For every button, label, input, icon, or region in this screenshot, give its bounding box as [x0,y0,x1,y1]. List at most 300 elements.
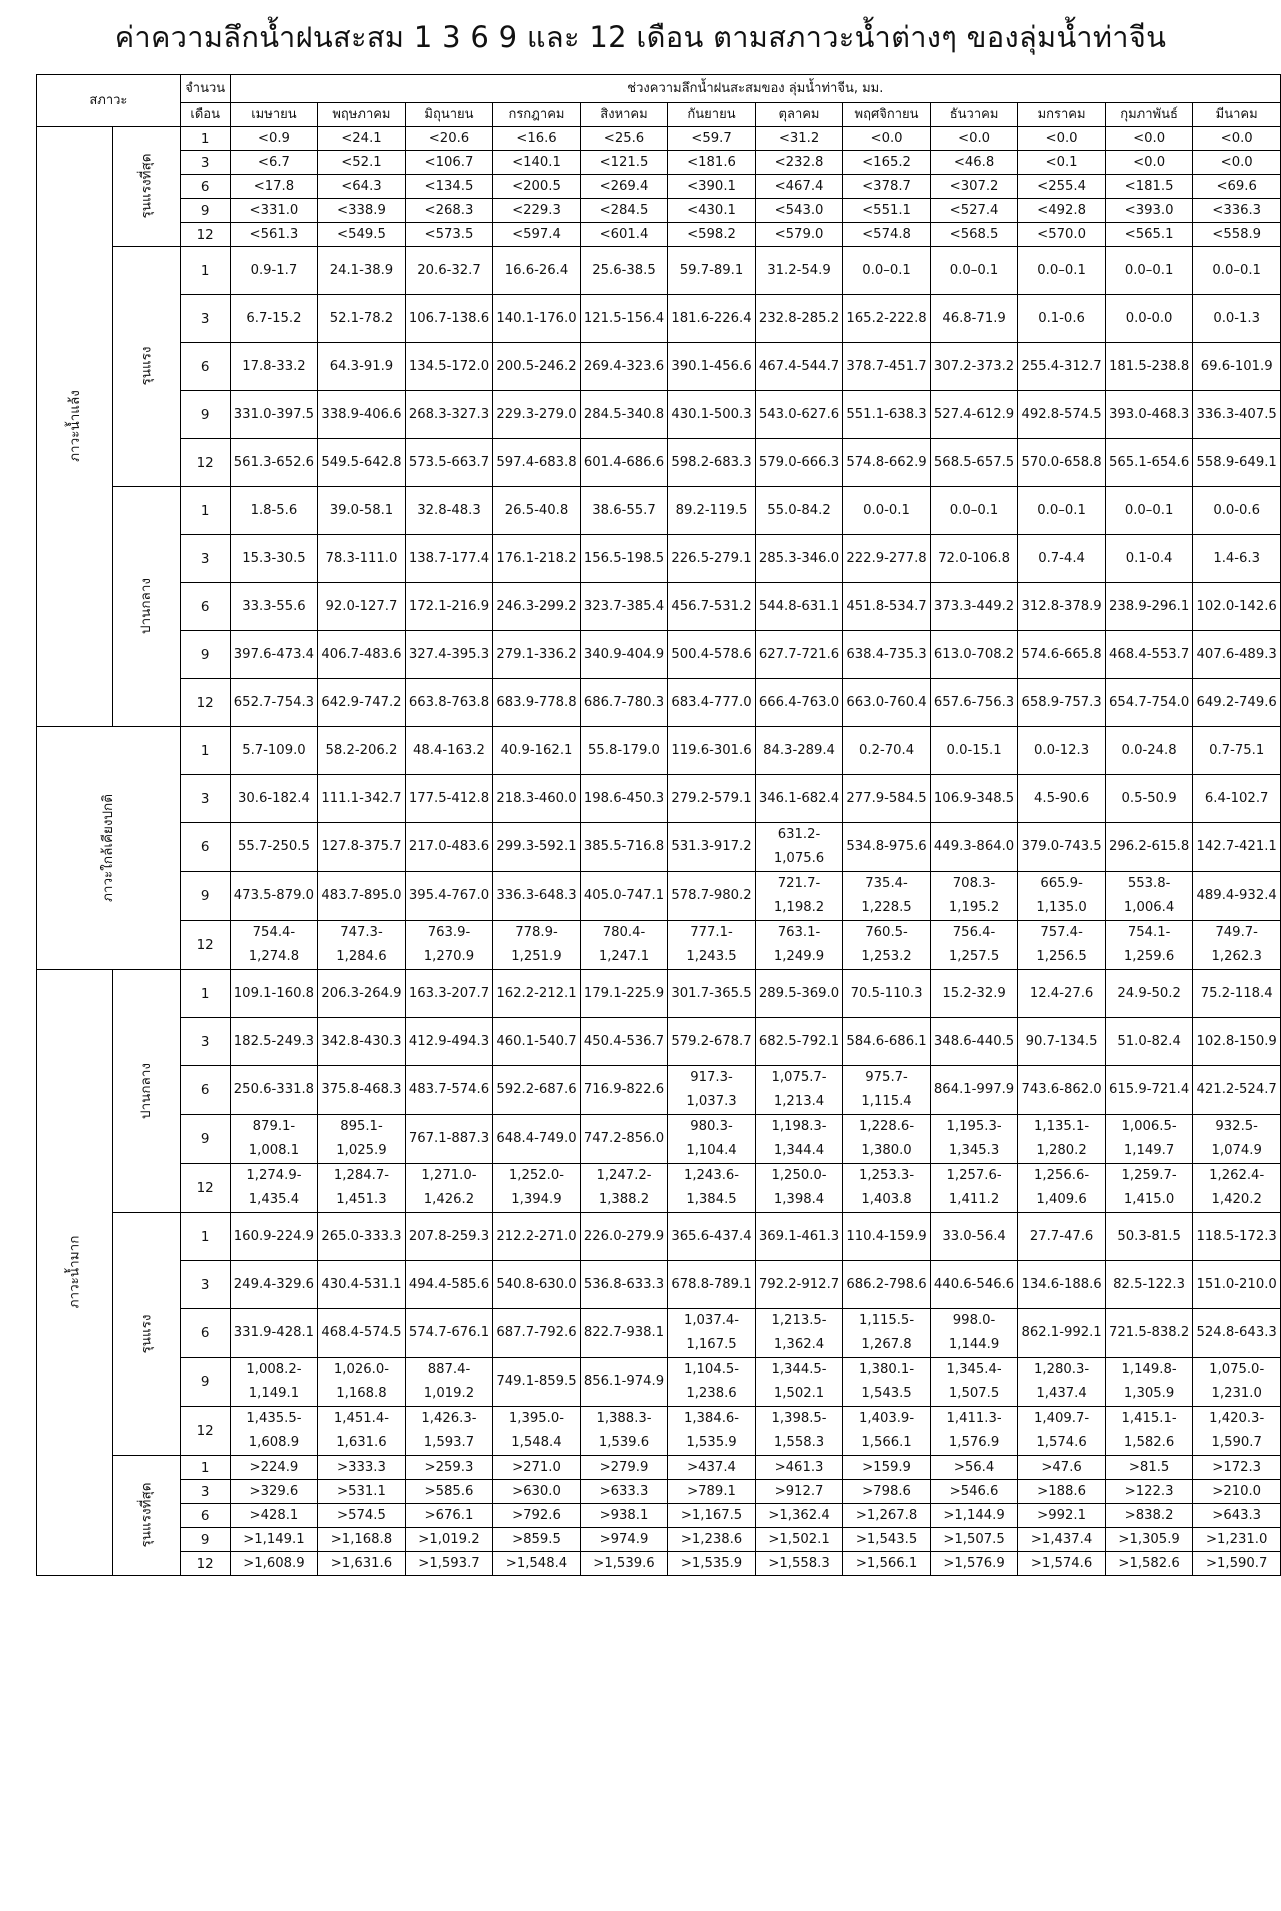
value-cell: >437.4 [668,1456,756,1480]
value-cell: 561.3-652.6 [230,439,318,487]
value-cell: 683.9-778.8 [493,679,581,727]
table-row [37,1309,1281,1358]
value-cell: 412.9-494.3 [405,1018,493,1066]
duration-cell: 3 [180,295,230,343]
value-cell: <574.8 [843,223,931,247]
value-cell: 1,135.1- 1,280.2 [1018,1115,1106,1164]
value-cell: 24.1-38.9 [318,247,406,295]
value-cell: >574.5 [318,1504,406,1528]
value-cell: 111.1-342.7 [318,775,406,823]
duration-cell: 12 [180,1407,230,1456]
duration-cell: 3 [180,535,230,583]
value-cell: 250.6-331.8 [230,1066,318,1115]
table-row [37,1480,1281,1504]
value-cell: 574.6-665.8 [1018,631,1106,679]
value-cell: 331.0-397.5 [230,391,318,439]
table-row [37,1261,1281,1309]
value-cell: 181.5-238.8 [1105,343,1193,391]
value-cell: 682.5-792.1 [755,1018,843,1066]
duration-cell: 12 [180,1164,230,1213]
value-cell: >1,019.2 [405,1528,493,1552]
value-cell: 327.4-395.3 [405,631,493,679]
value-cell: >1,437.4 [1018,1528,1106,1552]
value-cell: >585.6 [405,1480,493,1504]
value-cell: 1,451.4- 1,631.6 [318,1407,406,1456]
value-cell: 601.4-686.6 [580,439,668,487]
value-cell: >974.9 [580,1528,668,1552]
value-cell: >798.6 [843,1480,931,1504]
value-cell: 592.2-687.6 [493,1066,581,1115]
value-cell: 92.0-127.7 [318,583,406,631]
table-row [37,1066,1281,1115]
table-row [37,583,1281,631]
value-cell: 780.4- 1,247.1 [580,921,668,970]
duration-cell: 6 [180,343,230,391]
value-cell: 540.8-630.0 [493,1261,581,1309]
value-cell: 573.5-663.7 [405,439,493,487]
value-cell: >1,167.5 [668,1504,756,1528]
value-cell: 198.6-450.3 [580,775,668,823]
value-cell: 70.5-110.3 [843,970,931,1018]
value-cell: >789.1 [668,1480,756,1504]
value-cell: >1,593.7 [405,1552,493,1576]
value-cell: 69.6-101.9 [1193,343,1281,391]
value-cell: 558.9-649.1 [1193,439,1281,487]
value-cell: 1,271.0- 1,426.2 [405,1164,493,1213]
value-cell: 666.4-763.0 [755,679,843,727]
value-cell: 1,104.5- 1,238.6 [668,1358,756,1407]
value-cell: <0.0 [1105,127,1193,151]
value-cell: 58.2-206.2 [318,727,406,775]
value-cell: 864.1-997.9 [930,1066,1018,1115]
severity-text: รุนแรงที่สุด [138,153,155,219]
value-cell: 207.8-259.3 [405,1213,493,1261]
value-cell: 238.9-296.1 [1105,583,1193,631]
value-cell: 397.6-473.4 [230,631,318,679]
value-cell: 0.1-0.6 [1018,295,1106,343]
value-cell: >1,590.7 [1193,1552,1281,1576]
value-cell: <579.0 [755,223,843,247]
severity-text: ปานกลาง [138,1062,155,1119]
value-cell: >1,566.1 [843,1552,931,1576]
value-cell: 597.4-683.8 [493,439,581,487]
value-cell: 296.2-615.8 [1105,823,1193,872]
value-cell: 385.5-716.8 [580,823,668,872]
value-cell: >1,231.0 [1193,1528,1281,1552]
value-cell: 1,409.7- 1,574.6 [1018,1407,1106,1456]
value-cell: >81.5 [1105,1456,1193,1480]
value-cell: <378.7 [843,175,931,199]
value-cell: <181.6 [668,151,756,175]
value-cell: 754.4- 1,274.8 [230,921,318,970]
value-cell: 6.4-102.7 [1193,775,1281,823]
value-cell: <232.8 [755,151,843,175]
value-cell: 284.5-340.8 [580,391,668,439]
value-cell: >630.0 [493,1480,581,1504]
table-row [37,631,1281,679]
value-cell: 879.1- 1,008.1 [230,1115,318,1164]
value-cell: 683.4-777.0 [668,679,756,727]
value-cell: >461.3 [755,1456,843,1480]
duration-cell: 1 [180,127,230,151]
value-cell: 0.0-12.3 [1018,727,1106,775]
value-cell: 757.4- 1,256.5 [1018,921,1106,970]
value-cell: 1,415.1- 1,582.6 [1105,1407,1193,1456]
value-cell: >1,539.6 [580,1552,668,1576]
value-cell: 365.6-437.4 [668,1213,756,1261]
value-cell: 342.8-430.3 [318,1018,406,1066]
value-cell: <59.7 [668,127,756,151]
value-cell: >1,305.9 [1105,1528,1193,1552]
value-cell: 102.8-150.9 [1193,1018,1281,1066]
value-cell: 40.9-162.1 [493,727,581,775]
value-cell: 1.4-6.3 [1193,535,1281,583]
condition-text: ภาวะน้ำมาก [66,1235,83,1309]
value-cell: 134.6-188.6 [1018,1261,1106,1309]
value-cell: <565.1 [1105,223,1193,247]
value-cell: 0.0-0.1 [843,487,931,535]
value-cell: 32.8-48.3 [405,487,493,535]
value-cell: >676.1 [405,1504,493,1528]
table-row [37,127,1281,151]
value-cell: <0.0 [843,127,931,151]
value-cell: 59.7-89.1 [668,247,756,295]
duration-header-top: จำนวน [180,75,230,103]
value-cell: 613.0-708.2 [930,631,1018,679]
value-cell: <16.6 [493,127,581,151]
value-cell: 0.0–0.1 [1018,247,1106,295]
month-header: กรกฎาคม [493,103,581,127]
value-cell: >531.1 [318,1480,406,1504]
value-cell: 340.9-404.9 [580,631,668,679]
duration-cell: 12 [180,1552,230,1576]
value-cell: 565.1-654.6 [1105,439,1193,487]
value-cell: 584.6-686.1 [843,1018,931,1066]
value-cell: 663.0-760.4 [843,679,931,727]
value-cell: <69.6 [1193,175,1281,199]
value-cell: 1,115.5- 1,267.8 [843,1309,931,1358]
severity-label [112,127,180,247]
value-cell: <121.5 [580,151,668,175]
table-row [37,1115,1281,1164]
value-cell: <0.0 [1193,127,1281,151]
value-cell: 269.4-323.6 [580,343,668,391]
value-cell: 27.7-47.6 [1018,1213,1106,1261]
table-row [37,439,1281,487]
value-cell: <31.2 [755,127,843,151]
value-cell: <393.0 [1105,199,1193,223]
month-header: ตุลาคม [755,103,843,127]
value-cell: 0.0-1.3 [1193,295,1281,343]
value-cell: 48.4-163.2 [405,727,493,775]
value-cell: >643.3 [1193,1504,1281,1528]
duration-cell: 6 [180,823,230,872]
value-cell: 118.5-172.3 [1193,1213,1281,1261]
table-row [37,921,1281,970]
value-cell: 31.2-54.9 [755,247,843,295]
value-cell: 106.7-138.6 [405,295,493,343]
value-cell: 181.6-226.4 [668,295,756,343]
table-row [37,872,1281,921]
value-cell: 229.3-279.0 [493,391,581,439]
duration-cell: 9 [180,1115,230,1164]
table-row [37,1552,1281,1576]
value-cell: 536.8-633.3 [580,1261,668,1309]
value-cell: >56.4 [930,1456,1018,1480]
value-cell: 16.6-26.4 [493,247,581,295]
value-cell: >546.6 [930,1480,1018,1504]
value-cell: <527.4 [930,199,1018,223]
value-cell: 331.9-428.1 [230,1309,318,1358]
value-cell: 574.8-662.9 [843,439,931,487]
value-cell: 51.0-82.4 [1105,1018,1193,1066]
value-cell: 449.3-864.0 [930,823,1018,872]
value-cell: 177.5-412.8 [405,775,493,823]
value-cell: 206.3-264.9 [318,970,406,1018]
value-cell: 747.3- 1,284.6 [318,921,406,970]
value-cell: 1,213.5- 1,362.4 [755,1309,843,1358]
value-cell: >1,144.9 [930,1504,1018,1528]
value-cell: <549.5 [318,223,406,247]
value-cell: 615.9-721.4 [1105,1066,1193,1115]
value-cell: 90.7-134.5 [1018,1018,1106,1066]
month-header: ธันวาคม [930,103,1018,127]
value-cell: 483.7-895.0 [318,872,406,921]
value-cell: >159.9 [843,1456,931,1480]
value-cell: <543.0 [755,199,843,223]
value-cell: 348.6-440.5 [930,1018,1018,1066]
value-cell: 299.3-592.1 [493,823,581,872]
value-cell: <64.3 [318,175,406,199]
value-cell: 862.1-992.1 [1018,1309,1106,1358]
value-cell: 323.7-385.4 [580,583,668,631]
value-cell: <165.2 [843,151,931,175]
value-cell: 212.2-271.0 [493,1213,581,1261]
value-cell: 721.5-838.2 [1105,1309,1193,1358]
value-cell: 980.3- 1,104.4 [668,1115,756,1164]
value-cell: 55.0-84.2 [755,487,843,535]
value-cell: 39.0-58.1 [318,487,406,535]
severity-text: รุนแรงที่สุด [138,1482,155,1548]
value-cell: <568.5 [930,223,1018,247]
duration-cell: 1 [180,727,230,775]
month-header: กุมภาพันธ์ [1105,103,1193,127]
table-row [37,775,1281,823]
value-cell: 743.6-862.0 [1018,1066,1106,1115]
table-row [37,295,1281,343]
value-cell: 307.2-373.2 [930,343,1018,391]
duration-cell: 1 [180,1456,230,1480]
value-cell: 0.1-0.4 [1105,535,1193,583]
value-cell: 121.5-156.4 [580,295,668,343]
value-cell: >1,362.4 [755,1504,843,1528]
value-cell: 0.9-1.7 [230,247,318,295]
value-cell: <598.2 [668,223,756,247]
value-cell: 200.5-246.2 [493,343,581,391]
value-cell: 346.1-682.4 [755,775,843,823]
table-body [37,127,1281,1576]
value-cell: 218.3-460.0 [493,775,581,823]
value-cell: 0.2-70.4 [843,727,931,775]
value-cell: 686.2-798.6 [843,1261,931,1309]
value-cell: 140.1-176.0 [493,295,581,343]
value-cell: 763.9- 1,270.9 [405,921,493,970]
value-cell: 1,075.0- 1,231.0 [1193,1358,1281,1407]
condition-label [37,727,181,970]
value-cell: 1,435.5- 1,608.9 [230,1407,318,1456]
value-cell: 1,403.9- 1,566.1 [843,1407,931,1456]
value-cell: 456.7-531.2 [668,583,756,631]
value-cell: 109.1-160.8 [230,970,318,1018]
value-cell: 265.0-333.3 [318,1213,406,1261]
month-header: มกราคม [1018,103,1106,127]
value-cell: 657.6-756.3 [930,679,1018,727]
duration-cell: 9 [180,1358,230,1407]
rainfall-table [36,74,1281,1576]
value-cell: 1.8-5.6 [230,487,318,535]
value-cell: 778.9- 1,251.9 [493,921,581,970]
value-cell: 1,257.6- 1,411.2 [930,1164,1018,1213]
value-cell: 767.1-887.3 [405,1115,493,1164]
value-cell: 708.3- 1,195.2 [930,872,1018,921]
table-row [37,343,1281,391]
value-cell: <331.0 [230,199,318,223]
value-cell: 430.1-500.3 [668,391,756,439]
value-cell: 182.5-249.3 [230,1018,318,1066]
value-cell: <269.4 [580,175,668,199]
value-cell: 1,195.3- 1,345.3 [930,1115,1018,1164]
value-cell: 1,252.0- 1,394.9 [493,1164,581,1213]
value-cell: <561.3 [230,223,318,247]
value-cell: 1,250.0- 1,398.4 [755,1164,843,1213]
value-cell: 1,037.4- 1,167.5 [668,1309,756,1358]
value-cell: 998.0- 1,144.9 [930,1309,1018,1358]
value-cell: 1,420.3- 1,590.7 [1193,1407,1281,1456]
value-cell: 15.2-32.9 [930,970,1018,1018]
duration-cell: 3 [180,1261,230,1309]
value-cell: 378.7-451.7 [843,343,931,391]
value-cell: >1,149.1 [230,1528,318,1552]
severity-text: รุนแรง [138,346,155,386]
month-header: เมษายน [230,103,318,127]
value-cell: 649.2-749.6 [1193,679,1281,727]
value-cell: >428.1 [230,1504,318,1528]
table-row [37,535,1281,583]
value-cell: >224.9 [230,1456,318,1480]
value-cell: >1,238.6 [668,1528,756,1552]
value-cell: 665.9- 1,135.0 [1018,872,1106,921]
value-cell: <140.1 [493,151,581,175]
value-cell: >792.6 [493,1504,581,1528]
value-cell: <492.8 [1018,199,1106,223]
table-row [37,1018,1281,1066]
value-cell: <20.6 [405,127,493,151]
value-cell: 654.7-754.0 [1105,679,1193,727]
value-cell: 142.7-421.1 [1193,823,1281,872]
value-cell: 106.9-348.5 [930,775,1018,823]
value-cell: 856.1-974.9 [580,1358,668,1407]
month-header: พฤษภาคม [318,103,406,127]
value-cell: 735.4- 1,228.5 [843,872,931,921]
value-cell: >859.5 [493,1528,581,1552]
value-cell: 450.4-536.7 [580,1018,668,1066]
duration-cell: 12 [180,679,230,727]
value-cell: 721.7- 1,198.2 [755,872,843,921]
value-cell: 24.9-50.2 [1105,970,1193,1018]
table-row [37,1164,1281,1213]
value-cell: 1,256.6- 1,409.6 [1018,1164,1106,1213]
value-cell: 500.4-578.6 [668,631,756,679]
value-cell: 1,426.3- 1,593.7 [405,1407,493,1456]
value-cell: 226.5-279.1 [668,535,756,583]
value-cell: 0.0–0.1 [930,487,1018,535]
value-cell: 777.1- 1,243.5 [668,921,756,970]
table-row [37,1407,1281,1456]
value-cell: 1,380.1- 1,543.5 [843,1358,931,1407]
value-cell: 430.4-531.1 [318,1261,406,1309]
table-row [37,151,1281,175]
value-cell: 468.4-574.5 [318,1309,406,1358]
value-cell: 406.7-483.6 [318,631,406,679]
table-row [37,391,1281,439]
value-cell: 543.0-627.6 [755,391,843,439]
value-cell: 375.8-468.3 [318,1066,406,1115]
value-cell: 336.3-407.5 [1193,391,1281,439]
duration-cell: 1 [180,970,230,1018]
value-cell: 0.0–0.1 [1018,487,1106,535]
value-cell: <0.1 [1018,151,1106,175]
value-cell: 179.1-225.9 [580,970,668,1018]
value-cell: 648.4-749.0 [493,1115,581,1164]
value-cell: >271.0 [493,1456,581,1480]
table-row [37,1456,1281,1480]
value-cell: <0.0 [1193,151,1281,175]
value-cell: 0.0–0.1 [1105,247,1193,295]
value-cell: 75.2-118.4 [1193,970,1281,1018]
header-row-2 [37,103,1281,127]
table-row [37,823,1281,872]
value-cell: 162.2-212.1 [493,970,581,1018]
value-cell: 1,228.6- 1,380.0 [843,1115,931,1164]
value-cell: 553.8- 1,006.4 [1105,872,1193,921]
header-row-1 [37,75,1281,103]
duration-cell: 1 [180,487,230,535]
value-cell: <0.9 [230,127,318,151]
duration-cell: 12 [180,921,230,970]
value-cell: >1,535.9 [668,1552,756,1576]
value-cell: <338.9 [318,199,406,223]
value-cell: 279.2-579.1 [668,775,756,823]
duration-cell: 3 [180,1480,230,1504]
value-cell: 678.8-789.1 [668,1261,756,1309]
value-cell: 631.2- 1,075.6 [755,823,843,872]
value-cell: 792.2-912.7 [755,1261,843,1309]
value-cell: 652.7-754.3 [230,679,318,727]
value-cell: 551.1-638.3 [843,391,931,439]
range-header: ช่วงความลึกน้ำฝนสะสมของ ลุ่มน้ำท่าจีน, มม. [230,75,1280,103]
value-cell: 578.7-980.2 [668,872,756,921]
value-cell: >1,574.6 [1018,1552,1106,1576]
value-cell: 749.7- 1,262.3 [1193,921,1281,970]
value-cell: 531.3-917.2 [668,823,756,872]
condition-text: ภาวะน้ำแล้ง [66,390,83,462]
value-cell: >1,558.3 [755,1552,843,1576]
value-cell: 0.0-0.6 [1193,487,1281,535]
value-cell: 20.6-32.7 [405,247,493,295]
table-row [37,679,1281,727]
value-cell: 26.5-40.8 [493,487,581,535]
value-cell: <0.0 [1105,151,1193,175]
